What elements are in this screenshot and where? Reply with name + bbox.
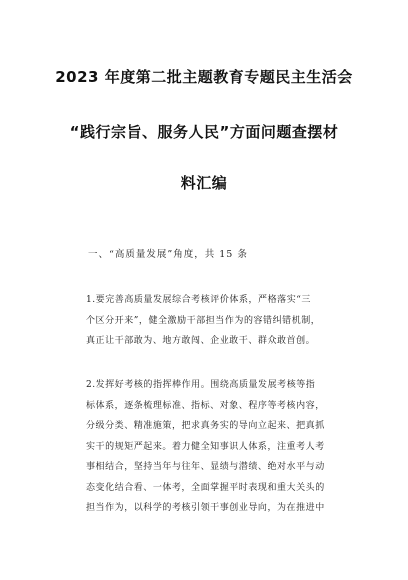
paragraph-1 xyxy=(86,290,358,352)
document-title-line-3: 料汇编 xyxy=(180,174,228,192)
paragraph-line: 态变化结合看、一体考，全面掌握平时表现和重大关头的 xyxy=(86,482,325,493)
paragraph-line: 事相结合，坚持当年与往年、显绩与潜绩、绝对水平与动 xyxy=(86,462,325,472)
paragraph-line: 2.发挥好考核的指挥棒作用。围绕高质量发展考核等指 xyxy=(86,380,316,390)
paragraph-line: 个区分开来”，健全激励干部担当作为的容错纠错机制， xyxy=(86,315,321,326)
paragraph-line: 分级分类、精准施策，把求真务实的导向立起来、把真抓 xyxy=(86,421,325,431)
paragraph-line: 担当作为，以科学的考核引领干事创业导向，为在推进中 xyxy=(86,503,325,513)
document-title-line-1: 2023 年度第二批主题教育专题民主生活会 xyxy=(55,68,353,86)
paragraph-line: 真正让干部敢为、地方敢闯、企业敢干、群众敢首创。 xyxy=(86,336,316,346)
document-title-line-2: “践行宗旨、服务人民”方面问题查摆材 xyxy=(69,123,339,141)
paragraph-line: 实干的规矩严起来。着力健全知事识人体系，注重考人考 xyxy=(86,441,325,452)
paragraph-2 xyxy=(86,375,358,519)
section-heading: 一、“高质量发展”角度，共 15 条 xyxy=(88,249,248,260)
paragraph-line: 标体系，逐条梳理标准、指标、对象、程序等考核内容， xyxy=(86,400,325,411)
paragraph-line: 1.要完善高质量发展综合考核评价体系，严格落实“三 xyxy=(86,295,311,305)
